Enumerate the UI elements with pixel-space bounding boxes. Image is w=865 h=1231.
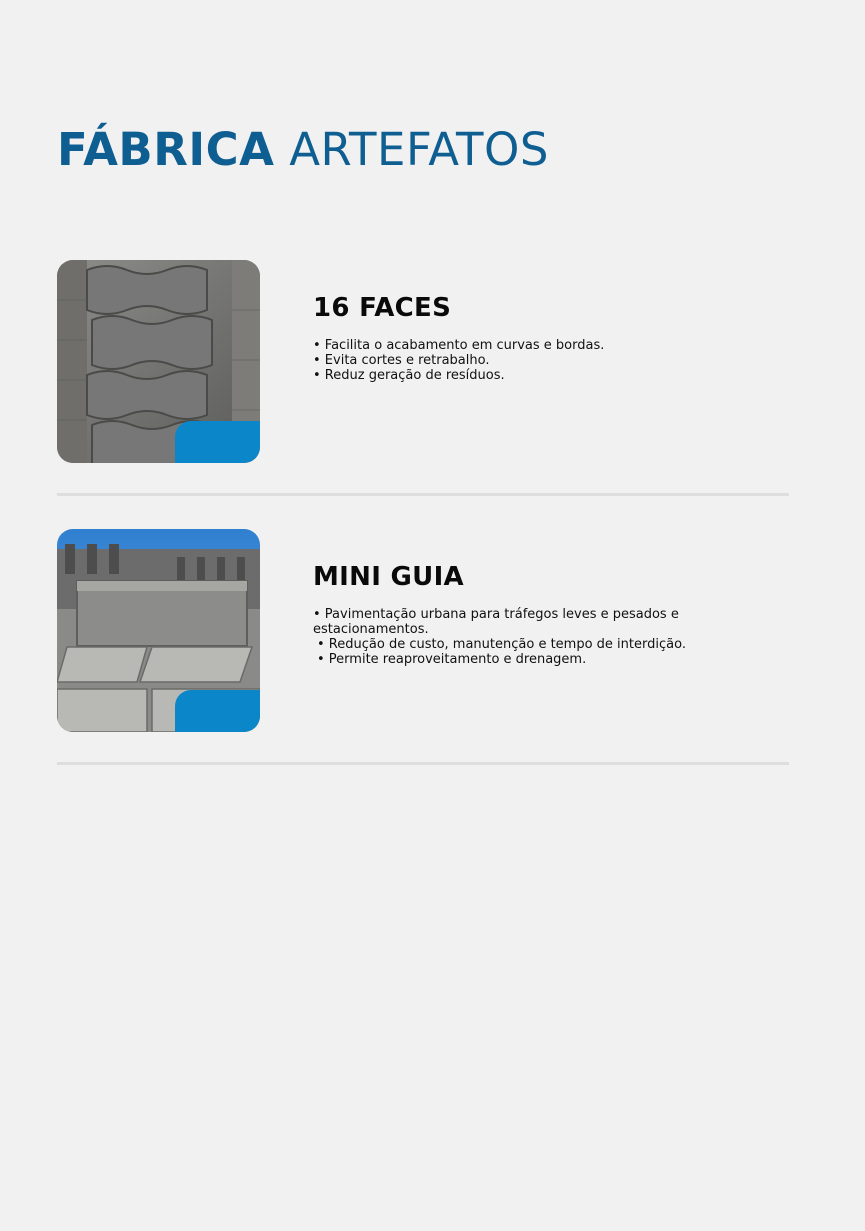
product-bullets [313, 338, 604, 383]
product-image-curbs [57, 529, 260, 732]
product-image-pavers [57, 260, 260, 463]
bullet-item: • Pavimentação urbana para tráfegos leves e pesados e estacionamentos. [313, 607, 679, 637]
bullet-item: • Permite reaproveitamento e drenagem. [317, 652, 587, 667]
image-accent-corner [175, 690, 260, 732]
product-title: MINI GUIA [313, 562, 464, 592]
bullet-item: • Facilita o acabamento em curvas e bordas. [313, 338, 605, 353]
bullet-item: • Reduz geração de resíduos. [313, 368, 505, 383]
section-divider [57, 762, 789, 765]
bullet-item: • Redução de custo, manutenção e tempo de interdição. [317, 637, 686, 652]
product-bullets [313, 607, 713, 667]
product-title: 16 FACES [313, 293, 452, 323]
section-divider [57, 493, 789, 496]
page-title-bold: FÁBRICA [57, 123, 275, 176]
image-accent-corner [175, 421, 260, 463]
page-title-light: ARTEFATOS [289, 123, 549, 176]
bullet-item: • Evita cortes e retrabalho. [313, 353, 490, 368]
page-title [57, 122, 549, 178]
